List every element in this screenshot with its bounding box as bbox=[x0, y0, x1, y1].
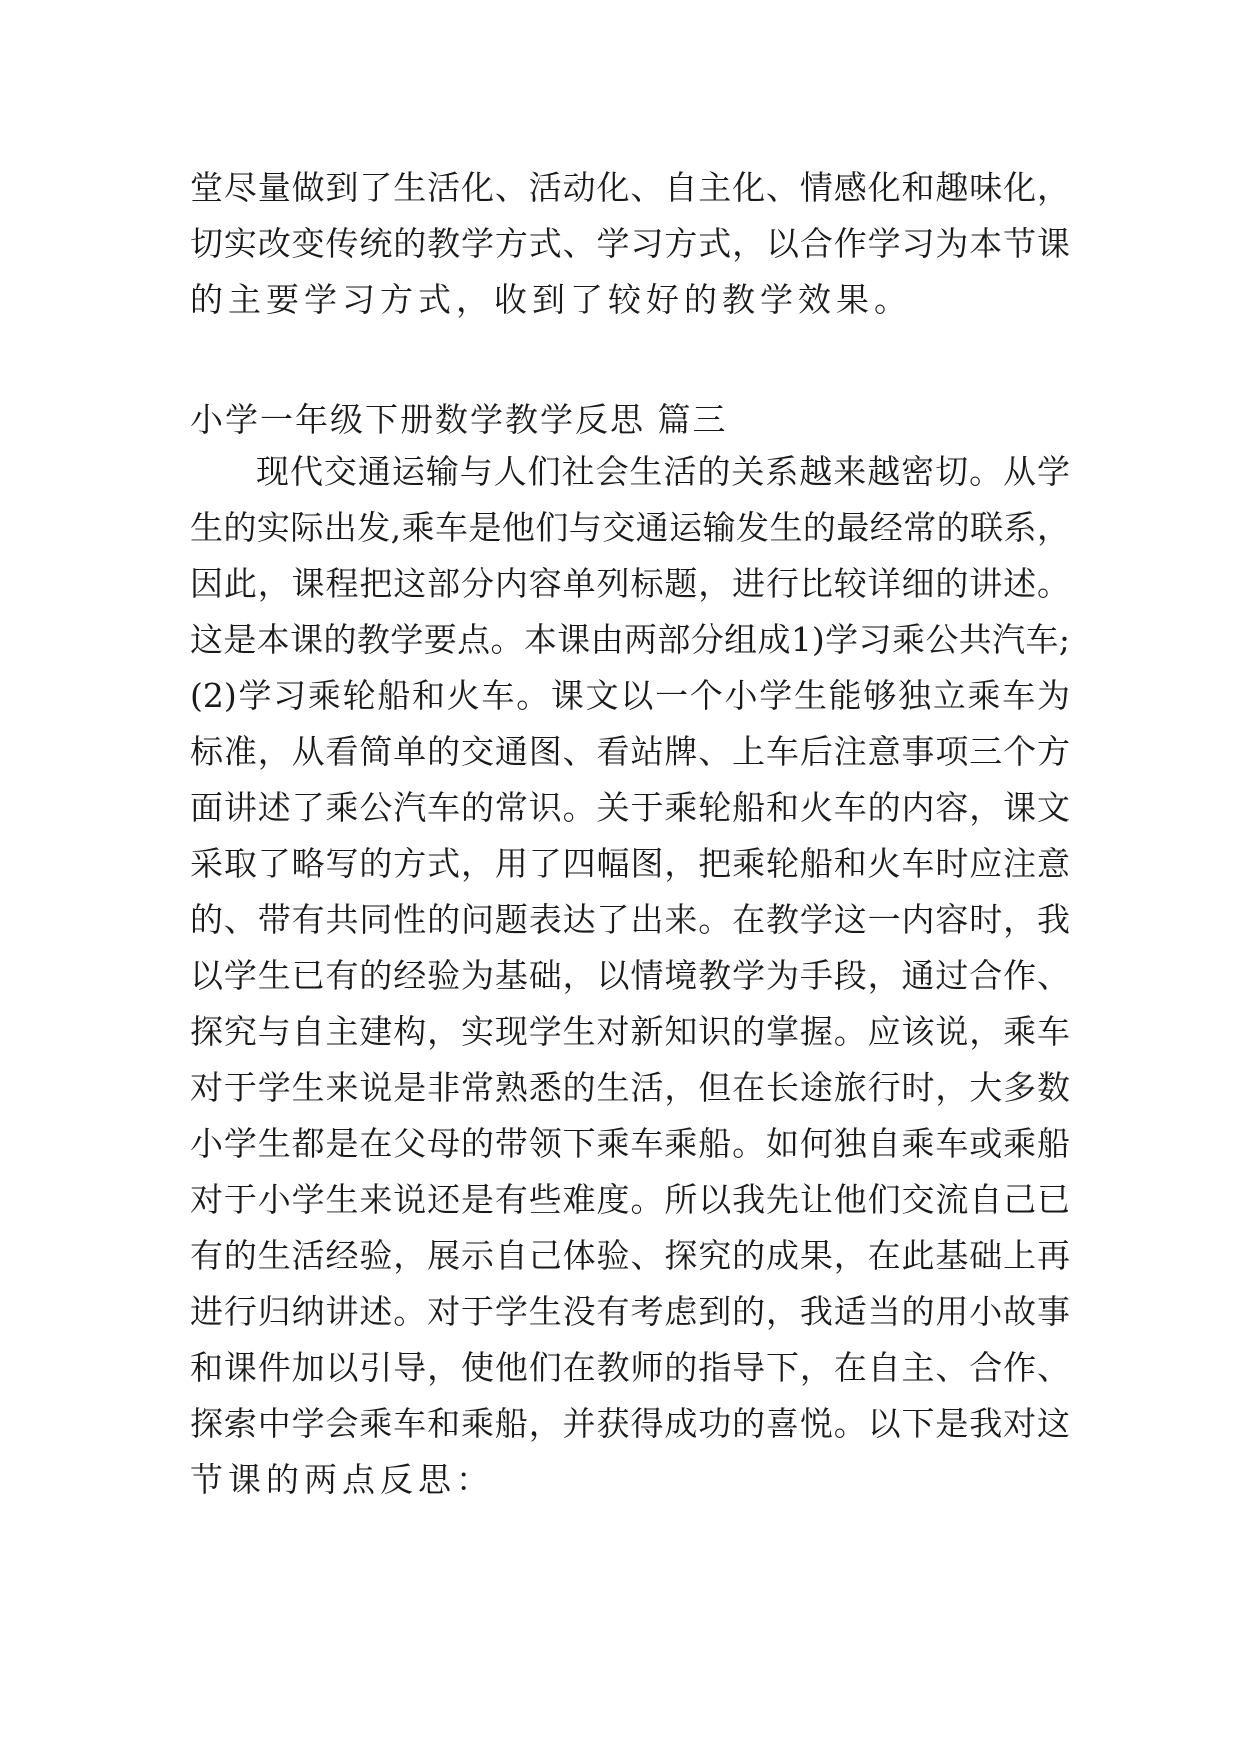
text-line: 以学生已有的经验为基础，以情境教学为手段，通过合作、 bbox=[190, 956, 1070, 995]
text-line: 对于小学生来说还是有些难度。所以我先让他们交流自己已 bbox=[190, 1180, 1070, 1219]
text-line: 标准，从看简单的交通图、看站牌、上车后注意事项三个方 bbox=[190, 732, 1070, 771]
text-line: 堂尽量做到了生活化、活动化、自主化、情感化和趣味化， bbox=[190, 168, 1070, 207]
text-line: 小学生都是在父母的带领下乘车乘船。如何独自乘车或乘船 bbox=[190, 1124, 1070, 1163]
text-line: 面讲述了乘公汽车的常识。关于乘轮船和火车的内容，课文 bbox=[190, 788, 1070, 827]
paragraph-body bbox=[190, 444, 1070, 1508]
text-line: 生的实际出发,乘车是他们与交通运输发生的最经常的联系， bbox=[190, 508, 1070, 547]
text-line: 的、带有共同性的问题表达了出来。在教学这一内容时，我 bbox=[190, 900, 1070, 939]
text-line: 有的生活经验，展示自己体验、探究的成果，在此基础上再 bbox=[190, 1236, 1070, 1275]
text-line: 切实改变传统的教学方式、学习方式，以合作学习为本节课 bbox=[190, 224, 1070, 263]
text-line: 进行归纳讲述。对于学生没有考虑到的，我适当的用小故事 bbox=[190, 1292, 1070, 1331]
text-line: 因此，课程把这部分内容单列标题，进行比较详细的讲述。 bbox=[190, 564, 1070, 603]
text-line: 这是本课的教学要点。本课由两部分组成1)学习乘公共汽车; bbox=[190, 620, 1070, 659]
text-line: 现代交通运输与人们社会生活的关系越来越密切。从学 bbox=[256, 452, 1070, 491]
text-line: 和课件加以引导，使他们在教师的指导下，在自主、合作、 bbox=[190, 1348, 1070, 1387]
text-line: 采取了略写的方式，用了四幅图，把乘轮船和火车时应注意 bbox=[190, 844, 1070, 883]
paragraph-continuation bbox=[190, 160, 1070, 328]
section-heading: 小学一年级下册数学教学反思 篇三 bbox=[190, 400, 728, 439]
text-line: 的主要学习方式，收到了较好的教学效果。 bbox=[190, 280, 912, 319]
text-line: 探索中学会乘车和乘船，并获得成功的喜悦。以下是我对这 bbox=[190, 1404, 1070, 1443]
text-line: 探究与自主建构，实现学生对新知识的掌握。应该说，乘车 bbox=[190, 1012, 1070, 1051]
text-line: 节课的两点反思： bbox=[190, 1460, 494, 1499]
text-line: 对于学生来说是非常熟悉的生活，但在长途旅行时，大多数 bbox=[190, 1068, 1070, 1107]
text-line: (2)学习乘轮船和火车。课文以一个小学生能够独立乘车为 bbox=[190, 676, 1070, 715]
